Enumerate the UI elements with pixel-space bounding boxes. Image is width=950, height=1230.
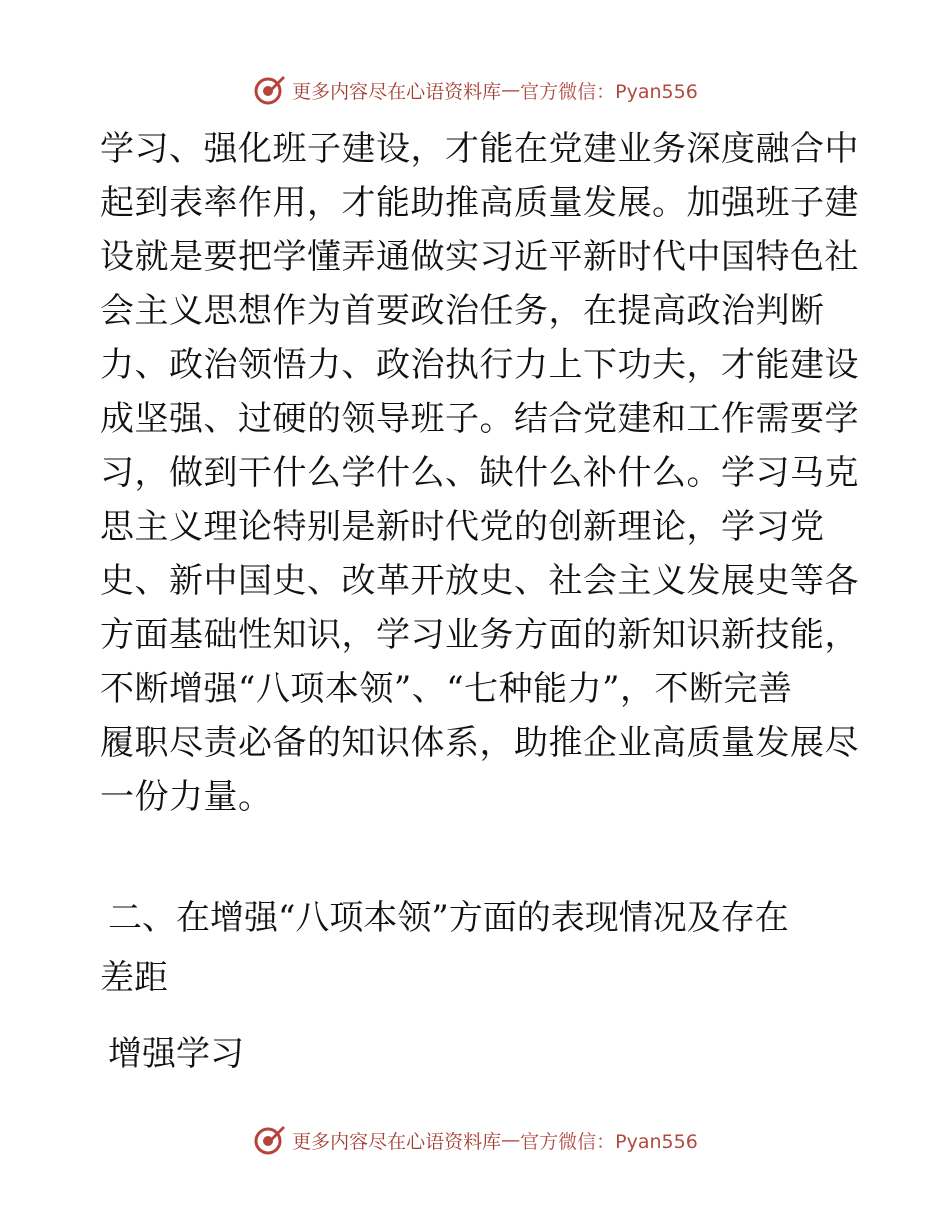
body-line: 一份力量。 <box>100 777 273 817</box>
body-line: 履职尽责必备的知识体系，助推企业高质量发展尽 <box>100 723 859 763</box>
section-heading-line1: 二、在增强“八项本领”方面的表现情况及存在 <box>108 898 789 938</box>
body-paragraph <box>100 122 860 824</box>
body-line: 起到表率作用，才能助推高质量发展。加强班子建 <box>100 183 859 223</box>
red-quill-seal-icon <box>252 1123 286 1157</box>
body-line: 史、新中国史、改革开放史、社会主义发展史等各 <box>100 561 859 601</box>
body-line: 不断增强“八项本领”、“七种能力”，不断完善 <box>100 669 793 709</box>
footer-banner <box>0 1120 950 1160</box>
footer-banner-text: 更多内容尽在心语资料库 <box>292 1130 502 1153</box>
footer-banner-wechat: 官方微信：Pyan556 <box>520 1130 698 1153</box>
header-banner-wechat: 官方微信：Pyan556 <box>520 80 698 103</box>
body-line: 思主义理论特别是新时代党的创新理论，学习党 <box>100 507 825 547</box>
red-quill-seal-icon <box>252 73 286 107</box>
header-banner-text: 更多内容尽在心语资料库 <box>292 80 502 103</box>
body-line: 学习、强化班子建设，才能在党建业务深度融合中 <box>100 129 859 169</box>
subheading: 增强学习 <box>108 1034 244 1074</box>
body-line: 力、政治领悟力、政治执行力上下功夫，才能建设 <box>100 345 859 385</box>
body-line: 成坚强、过硬的领导班子。结合党建和工作需要学 <box>100 399 859 439</box>
body-line: 方面基础性知识，学习业务方面的新知识新技能， <box>100 615 859 655</box>
section-heading-line2: 差距 <box>100 958 168 998</box>
header-banner <box>0 70 950 110</box>
footer-banner-separator: — <box>501 1129 521 1151</box>
body-line: 设就是要把学懂弄通做实习近平新时代中国特色社 <box>100 237 859 277</box>
header-banner-separator: — <box>501 79 521 101</box>
body-line: 习，做到干什么学什么、缺什么补什么。学习马克 <box>100 453 859 493</box>
body-line: 会主义思想作为首要政治任务，在提高政治判断 <box>100 291 825 331</box>
